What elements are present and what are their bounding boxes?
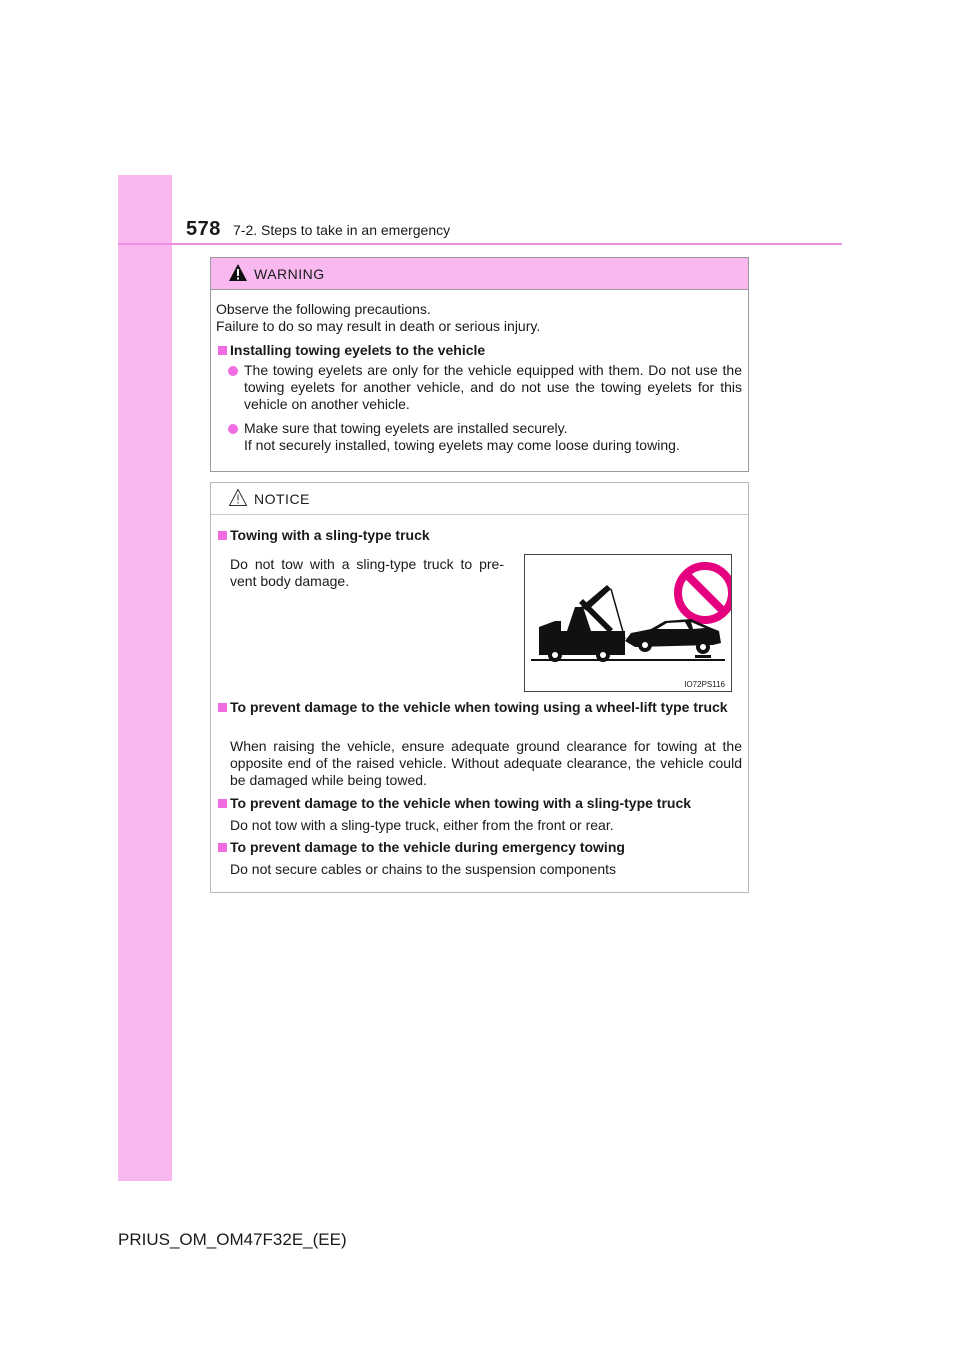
- header-rule: [118, 243, 842, 245]
- section-square-icon: [218, 703, 227, 712]
- page-number: 578: [186, 218, 221, 240]
- warning-heading: Installing towing eyelets to the vehicle: [230, 342, 486, 358]
- warning-bullet-2-line2: If not securely installed, towing eyelets may come loose during towing.: [244, 437, 680, 453]
- notice-heading-3: To prevent damage to the vehicle when towing with a sling-type truck: [230, 795, 692, 811]
- section-title: 7-2. Steps to take in an emergency: [233, 222, 451, 238]
- notice-body-2: When raising the vehicle, ensure adequate ground clearance for towing at the opposite end of the raised vehicle. Without adequate clearance, the vehicle could be damaged while being towed.: [230, 738, 742, 788]
- caution-triangle-outline-icon: [228, 488, 248, 507]
- notice-body-4: Do not secure cables or chains to the suspension components: [230, 861, 617, 877]
- notice-heading-1: Towing with a sling-type truck: [230, 527, 430, 543]
- bullet-dot-icon: [228, 424, 238, 434]
- warning-label: WARNING: [254, 266, 325, 282]
- notice-heading-4: To prevent damage to the vehicle during emergency towing: [230, 839, 625, 855]
- section-square-icon: [218, 531, 227, 540]
- notice-label: NOTICE: [254, 491, 310, 507]
- figure-code: IO72PS116: [684, 680, 725, 689]
- section-square-icon: [218, 799, 227, 808]
- notice-header: [211, 483, 748, 515]
- bullet-dot-icon: [228, 366, 238, 376]
- sling-truck-towing-icon: [525, 555, 731, 691]
- warning-intro-line1: Observe the following precautions.: [216, 301, 431, 317]
- warning-triangle-icon: [228, 263, 248, 282]
- document-code: PRIUS_OM_OM47F32E_(EE): [118, 1230, 347, 1249]
- notice-body-3: Do not tow with a sling-type truck, either from the front or rear.: [230, 817, 614, 833]
- warning-intro-line2: Failure to do so may result in death or serious injury.: [216, 318, 541, 334]
- notice-body-1: Do not tow with a sling-type truck to pre- vent body damage.: [230, 556, 504, 589]
- warning-bullet-2-line1: Make sure that towing eyelets are installed securely.: [244, 420, 568, 436]
- section-square-icon: [218, 346, 227, 355]
- warning-bullet-1: The towing eyelets are only for the vehicle equipped with them. Do not use the towing eyelets for another vehicle, and do not use the towing eyelets for this vehicle on another vehicle.: [244, 362, 742, 412]
- notice-heading-2: To prevent damage to the vehicle when towing using a wheel-lift type truck: [230, 699, 728, 715]
- warning-header: [211, 258, 748, 290]
- section-square-icon: [218, 843, 227, 852]
- chapter-sidebar-tab: [118, 175, 172, 1181]
- no-sling-truck-illustration: [524, 554, 732, 692]
